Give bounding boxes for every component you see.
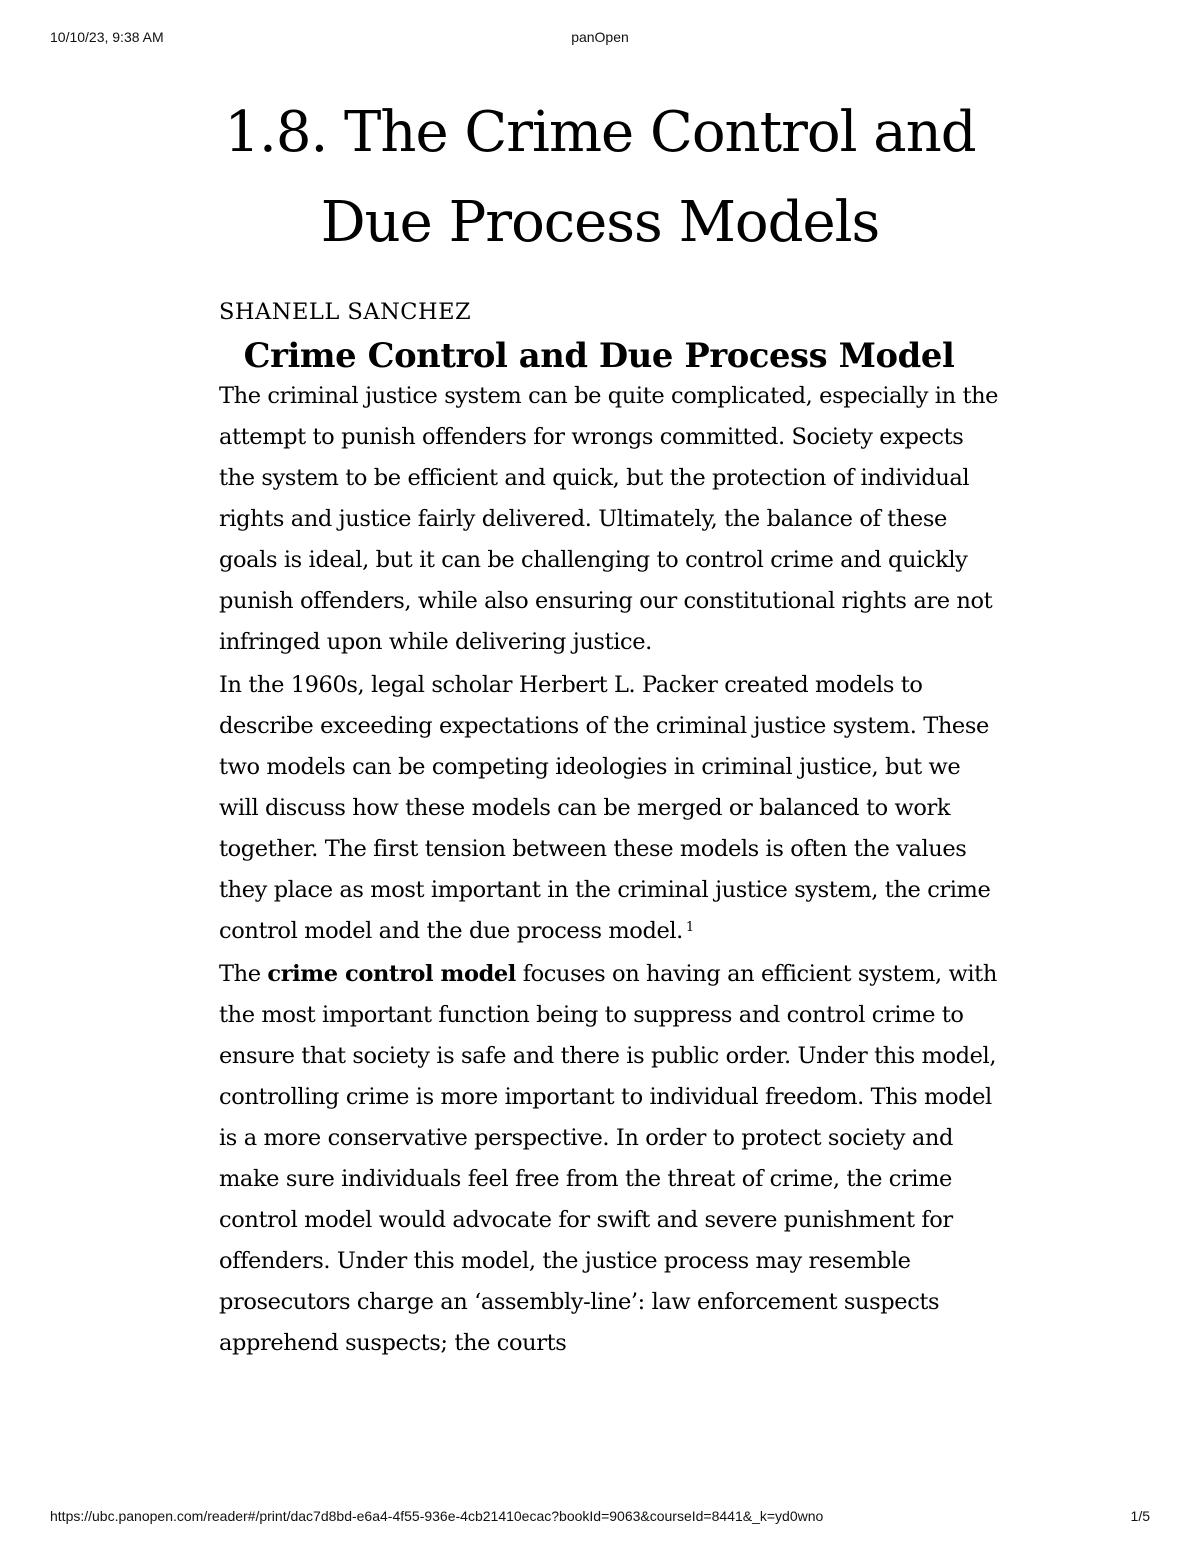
page-title-line-1: 1.8. The Crime Control and: [224, 100, 976, 165]
section-heading: Crime Control and Due Process Model: [243, 335, 955, 375]
print-datetime: 10/10/23, 9:38 AM: [50, 29, 164, 45]
paragraph-3-text: focuses on having an efficient system, with the most important function being to suppress and control crime to ensure that society is safe and there is public order. Under this model, controlling crime is more important to individual freedom. This model is a more conservative perspective. In order to protect society and make sure individuals feel free from the threat of crime, the crime control model would advocate for swift and severe punishment for offenders. Under this model, the justice process may resemble prosecutors charge an ‘assembly-line’: law enforcement suspects apprehend suspects; the courts: [219, 961, 997, 1356]
print-site-title: panOpen: [571, 29, 629, 45]
author-name: SHANELL SANCHEZ: [219, 299, 472, 325]
paragraph-3: [219, 954, 999, 1364]
footnote-marker[interactable]: 1: [685, 920, 694, 935]
paragraph-2-text: In the 1960s, legal scholar Herbert L. Packer created models to describe exceeding expectations of the criminal justice system. These two models can be competing ideologies in criminal justice, but we will discuss how these models can be merged or balanced to work together. The first tension between these models is often the values they place as most important in the criminal justice system, the crime control model and the due process model.: [219, 672, 991, 944]
chapter-content: [219, 292, 999, 1366]
paragraph-3-lead: The: [219, 961, 261, 987]
print-header: [0, 29, 1200, 49]
paragraph-2: [219, 665, 999, 952]
page-title: [150, 88, 1050, 268]
page-number: 1/5: [1130, 1508, 1150, 1524]
print-url: https://ubc.panopen.com/reader#/print/dac7d8bd-e6a4-4f55-936e-4cb21410ecac?bookId=9063&courseId=8441&_k=yd0wno: [50, 1508, 824, 1524]
term-crime-control-model: crime control model: [267, 961, 516, 987]
print-footer: [0, 1508, 1200, 1528]
page-title-line-2: Due Process Models: [320, 190, 880, 255]
paragraph-1: The criminal justice system can be quite complicated, especially in the attempt to punish offenders for wrongs committed. Society expects the system to be efficient and quick, but the protection of individual rights and justice fairly delivered. Ultimately, the balance of these goals is ideal, but it can be challenging to control crime and quickly punish offenders, while also ensuring our constitutional rights are not infringed upon while delivering justice.: [219, 383, 999, 655]
